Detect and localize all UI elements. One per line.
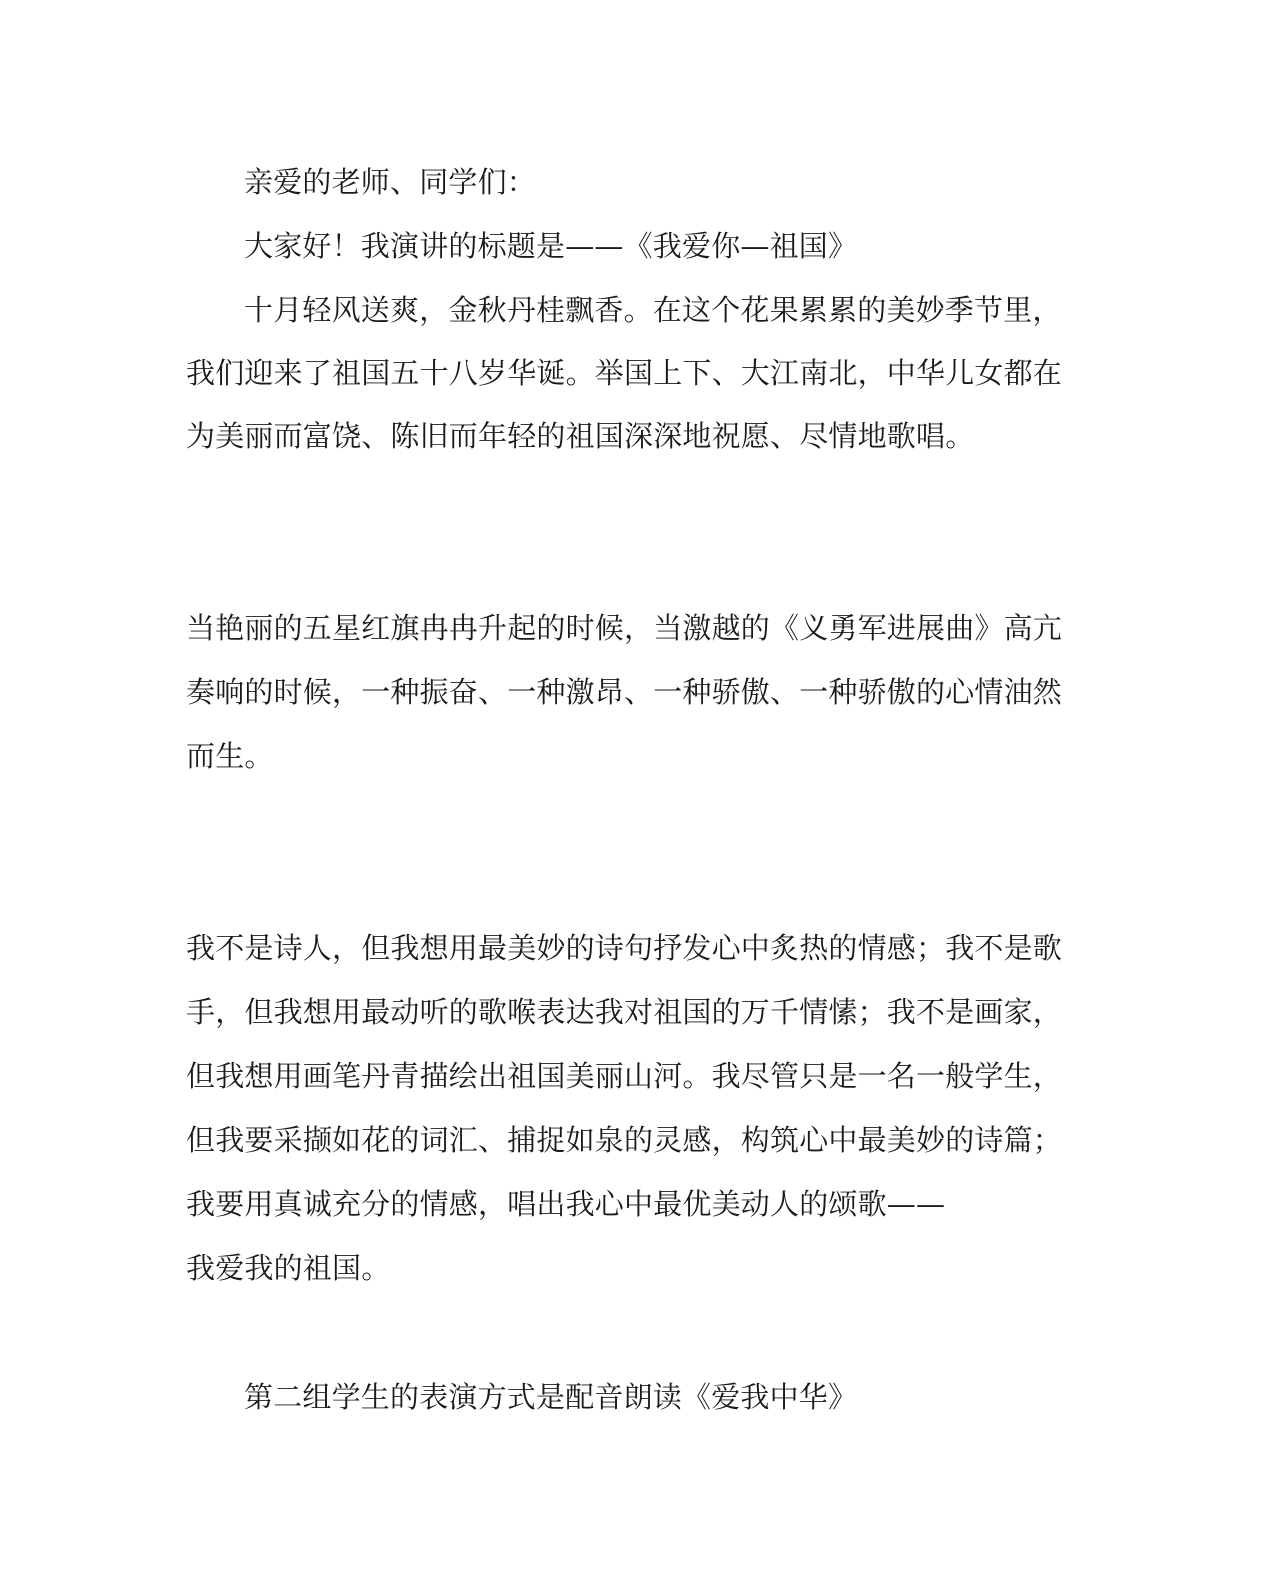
paragraph1-line1: 十月轻风送爽，金秋丹桂飘香。在这个花果累累的美妙季节里， [244, 293, 1062, 327]
paragraph3-line4: 但我要采撷如花的词汇、捕捉如泉的灵感，构筑心中最美妙的诗篇； [186, 1123, 1063, 1157]
paragraph3-line5: 我要用真诚充分的情感，唱出我心中最优美动人的颂歌—— [186, 1187, 946, 1221]
paragraph2-line3: 而生。 [186, 739, 274, 773]
paragraph3-line1: 我不是诗人，但我想用最美妙的诗句抒发心中炙热的情感；我不是歌 [186, 931, 1063, 965]
closing-line: 第二组学生的表演方式是配音朗读《爱我中华》 [244, 1380, 858, 1414]
paragraph2-line1: 当艳丽的五星红旗冉冉升起的时候，当激越的《义勇军进展曲》高亢 [186, 611, 1063, 645]
paragraph3-line2: 手，但我想用最动听的歌喉表达我对祖国的万千情愫；我不是画家， [186, 995, 1063, 1029]
paragraph3-line3: 但我想用画笔丹青描绘出祖国美丽山河。我尽管只是一名一般学生， [186, 1059, 1063, 1093]
paragraph1-line3: 为美丽而富饶、陈旧而年轻的祖国深深地祝愿、尽情地歌唱。 [186, 419, 975, 453]
speech-title-line: 大家好！我演讲的标题是——《我爱你—祖国》 [244, 229, 858, 263]
paragraph1-line2: 我们迎来了祖国五十八岁华诞。举国上下、大江南北，中华儿女都在 [186, 356, 1063, 390]
greeting: 亲爱的老师、同学们： [244, 165, 537, 199]
paragraph3-line6: 我爱我的祖国。 [186, 1251, 391, 1285]
paragraph2-line2: 奏响的时候，一种振奋、一种激昂、一种骄傲、一种骄傲的心情油然 [186, 675, 1063, 709]
